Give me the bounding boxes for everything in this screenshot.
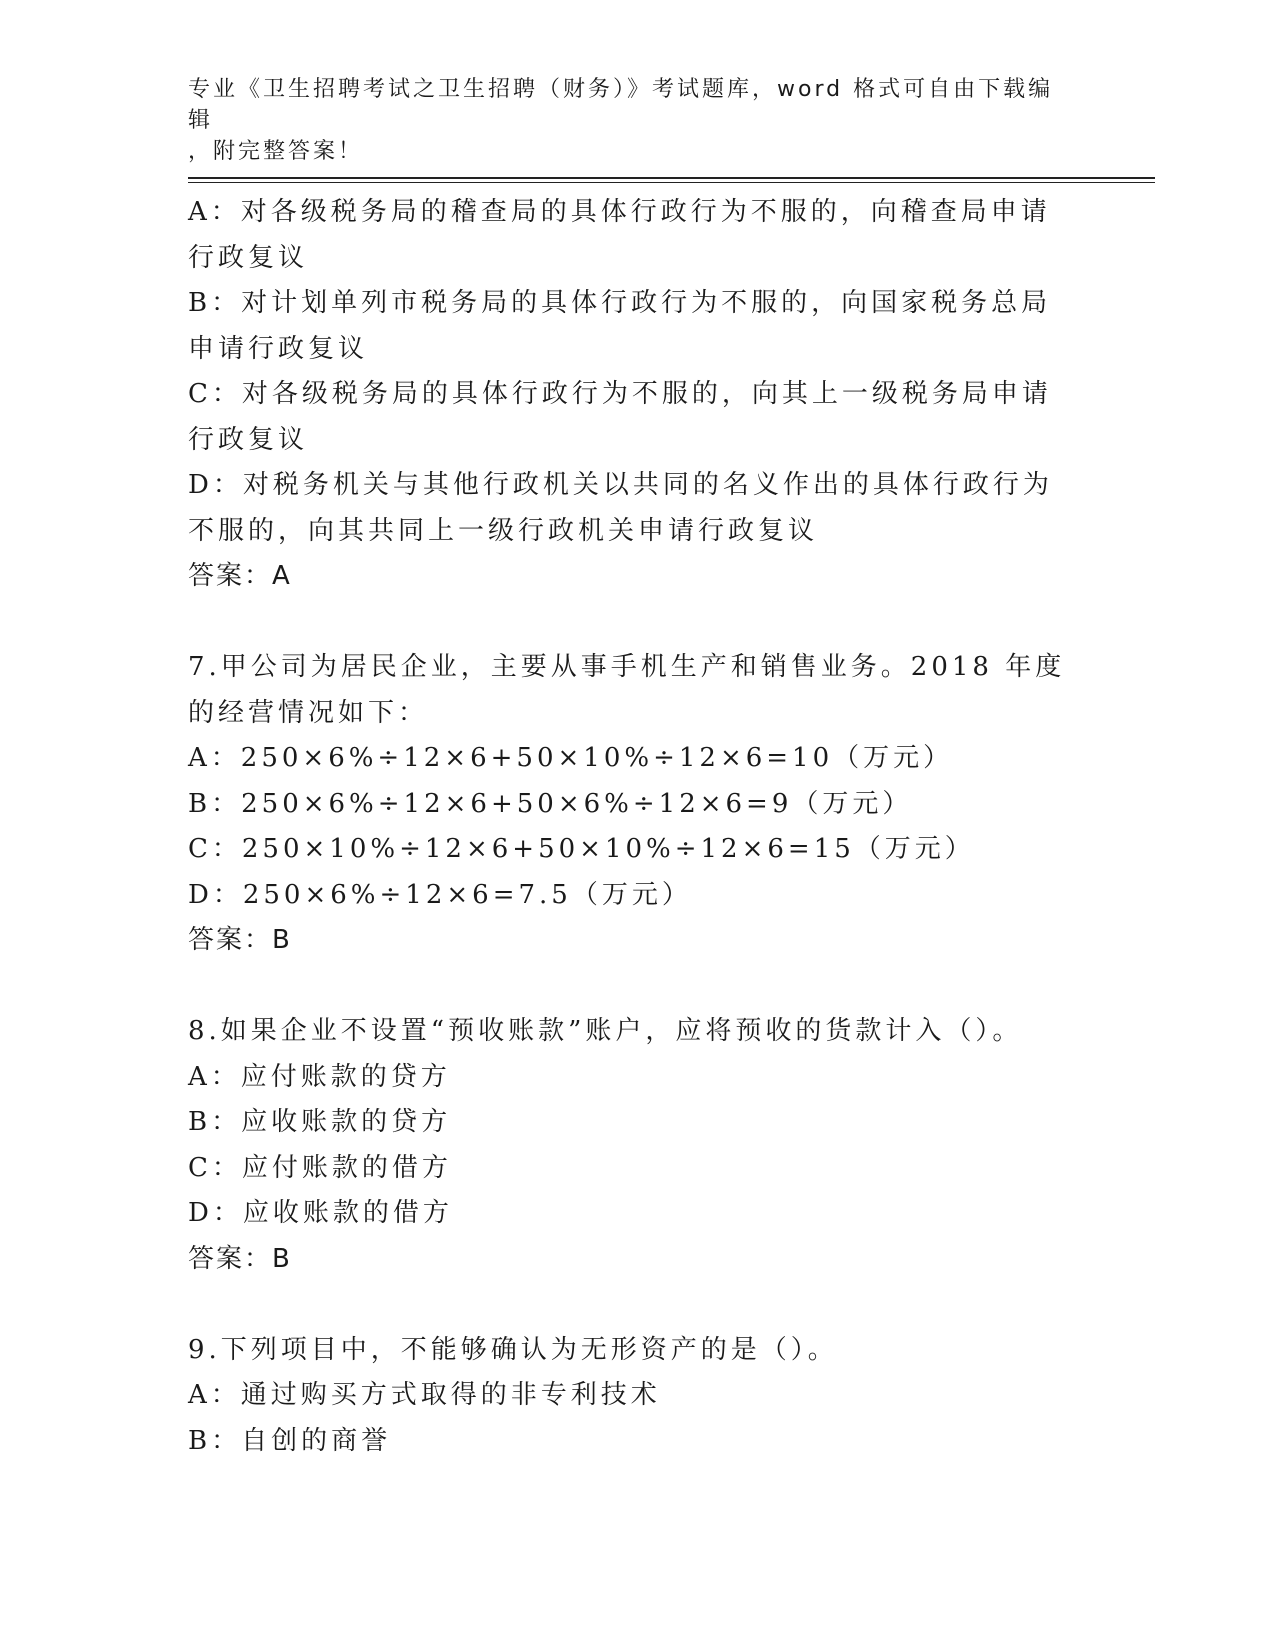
option-d: D：对税务机关与其他行政机关以共同的名义作出的具体行政行为不服的，向其共同上一级行政机关申请行政复议: [188, 470, 1053, 546]
answer: 答案：B: [188, 1243, 292, 1274]
option-d: D：应收账款的借方: [188, 1198, 453, 1228]
question-8: [188, 1009, 1078, 1282]
question-9: [188, 1328, 1078, 1465]
option-a: A：应付账款的贷方: [188, 1061, 451, 1092]
answer: 答案：A: [188, 561, 292, 591]
option-c: C：对各级税务局的具体行政行为不服的，向其上一级税务局申请行政复议: [188, 379, 1052, 455]
question-list: [188, 190, 1078, 1464]
header-line-2: ，附完整答案！: [188, 139, 364, 164]
option-b: B：自创的商誉: [188, 1425, 392, 1456]
header-rule-thick: [188, 177, 1155, 179]
question-text: 8.如果企业不设置“预收账款”账户，应将预收的货款计入（）。: [188, 1016, 1023, 1046]
option-c: C：应付账款的借方: [188, 1152, 452, 1183]
header-line-1: 专业《卫生招聘考试之卫生招聘（财务）》考试题库，word 格式可自由下载编辑: [188, 77, 1054, 133]
header-rule-thin: [188, 182, 1155, 183]
option-a: A：通过购买方式取得的非专利技术: [188, 1380, 661, 1410]
question-text: 7.甲公司为居民企业，主要从事手机生产和销售业务。2018 年度的经营情况如下：: [188, 652, 1066, 728]
question-7: [188, 645, 1078, 964]
option-b: B：应收账款的贷方: [188, 1107, 452, 1137]
option-a: A：250×6%÷12×6+50×10%÷12×6=10（万元）: [188, 743, 954, 773]
option-a: A：对各级税务局的稽查局的具体行政行为不服的，向稽查局申请行政复议: [188, 197, 1051, 273]
option-b: B：250×6%÷12×6+50×6%÷12×6=9（万元）: [188, 788, 913, 819]
question-6: [188, 190, 1078, 600]
question-text: 9.下列项目中，不能够确认为无形资产的是（）。: [188, 1334, 838, 1365]
option-b: B：对计划单列市税务局的具体行政行为不服的，向国家税务总局申请行政复议: [188, 288, 1052, 364]
option-c: C：250×10%÷12×6+50×10%÷12×6=15（万元）: [188, 834, 975, 864]
answer: 答案：B: [188, 925, 292, 955]
option-d: D：250×6%÷12×6=7.5（万元）: [188, 879, 692, 910]
document-header: [188, 74, 1068, 167]
